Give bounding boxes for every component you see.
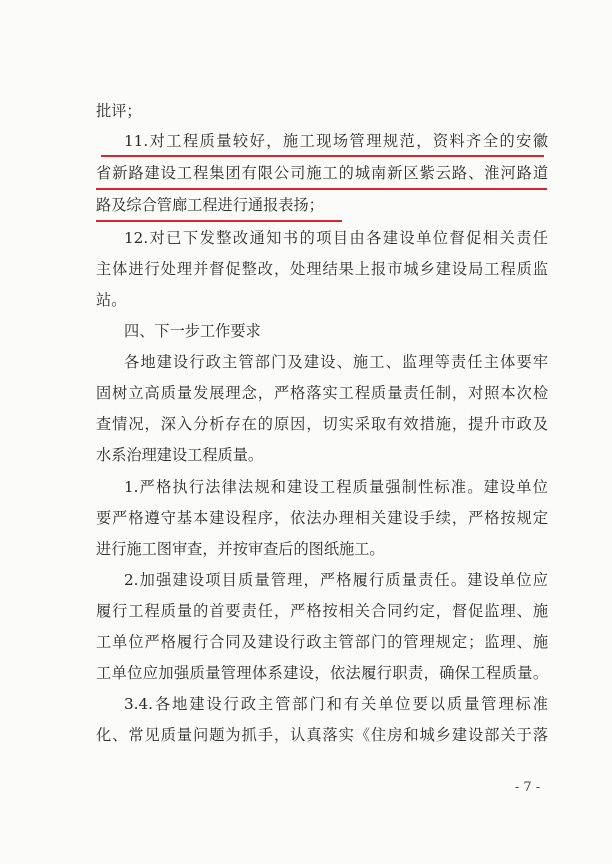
text-line-5: 12.对已下发整改通知书的项目由各建设单位督促相关责任 bbox=[124, 229, 548, 247]
red-underline bbox=[101, 155, 544, 157]
text-line-19: 工单位应加强质量管理体系建设，依法履行职责，确保工程质量。 bbox=[96, 664, 548, 682]
text-line-4: 路及综合管廊工程进行通报表扬； bbox=[96, 196, 324, 214]
text-line-7: 站。 bbox=[96, 291, 127, 309]
text-line-18: 工单位严格履行合同及建设行政主管部门的管理规定；监理、施 bbox=[96, 633, 548, 651]
red-underline bbox=[96, 188, 547, 190]
red-underline bbox=[96, 220, 342, 222]
text-line-9: 各地建设行政主管部门及建设、施工、监理等责任主体要牢 bbox=[124, 353, 548, 371]
text-line-16: 2.加强建设项目质量管理，严格履行质量责任。建设单位应 bbox=[124, 571, 548, 589]
text-line-15: 进行施工图审查，并按审查后的图纸施工。 bbox=[96, 540, 385, 558]
text-line-14: 要严格遵守基本建设程序，依法办理相关建设手续，严格按规定 bbox=[96, 509, 548, 527]
text-line-21: 化、常见质量问题为抓手，认真落实《住房和城乡建设部关于落 bbox=[96, 726, 548, 744]
text-line-12: 水系治理建设工程质量。 bbox=[96, 446, 264, 464]
text-line-17: 履行工程质量的首要责任，严格按相关合同约定，督促监理、施 bbox=[96, 602, 548, 620]
section-heading: 四、下一步工作要求 bbox=[124, 322, 261, 340]
text-line-10: 固树立高质量发展理念，严格落实工程质量责任制，对照本次检 bbox=[96, 384, 548, 402]
text-line-20: 3.4.各地建设行政主管部门和有关单位要以质量管理标准 bbox=[124, 695, 548, 713]
text-line-13: 1.严格执行法律法规和建设工程质量强制性标准。建设单位 bbox=[124, 478, 548, 496]
text-line-3: 省新路建设工程集团有限公司施工的城南新区紫云路、淮河路道 bbox=[96, 164, 548, 182]
text-line-2: 11.对工程质量较好，施工现场管理规范，资料齐全的安徽 bbox=[124, 132, 548, 150]
text-line-6: 主体进行处理并督促整改，处理结果上报市城乡建设局工程质监 bbox=[96, 260, 548, 278]
text-line-1: 批评； bbox=[96, 102, 142, 120]
page-number: - 7 - bbox=[514, 780, 541, 795]
text-line-11: 查情况，深入分析存在的原因，切实采取有效措施，提升市政及 bbox=[96, 415, 548, 433]
